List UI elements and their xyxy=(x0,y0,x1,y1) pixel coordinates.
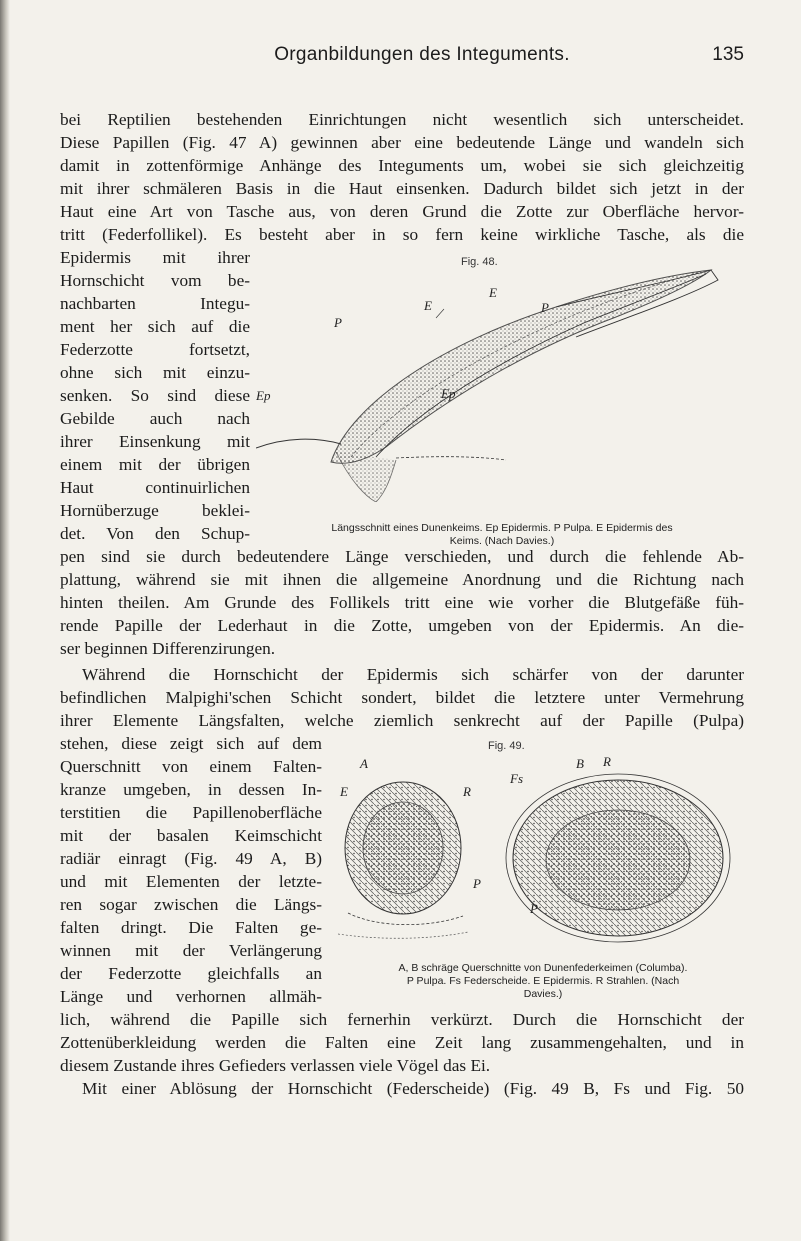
text-line: der Federzotte gleichfalls an xyxy=(60,964,322,983)
text-line: ihrer Elemente Längsfalten, welche ziemlich senkrecht auf der Papille (Pulpa) xyxy=(60,711,744,730)
text-line: Hornschicht vom be- xyxy=(60,271,250,290)
header-title: Organbildungen des Integuments. xyxy=(274,44,570,65)
text-line: stehen, diese zeigt sich auf dem xyxy=(60,734,322,753)
fig49-letter-A: A xyxy=(360,756,368,771)
text-line: Haut continuirlichen xyxy=(60,478,250,497)
text-line: Zottenüberkleidung werden die Falten eine Zeit lang zusammengehalten, und in xyxy=(60,1033,744,1052)
text-line: det. Von den Schup- xyxy=(60,524,250,543)
text-line: mit der basalen Keimschicht xyxy=(60,826,322,845)
fig48-letter-P: P xyxy=(541,300,549,315)
fig49-letter-B: B xyxy=(576,756,584,771)
text-line: ser beginnen Differenzirungen. xyxy=(60,639,276,658)
text-line: mit ihrer schmäleren Basis in die Haut einsenken. Dadurch bildet sich jetzt in der xyxy=(60,179,744,198)
text-line: befindlichen Malpighi'schen Schicht sondert, bildet die letztere unter Vermehrung xyxy=(60,688,744,707)
text-line: winnen mit der Verlängerung xyxy=(60,941,322,960)
text-line: Länge und verhornen allmäh- xyxy=(60,987,322,1006)
text-line: Federzotte fortsetzt, xyxy=(60,340,250,359)
text-line: Gebilde auch nach xyxy=(60,409,250,428)
text-line: senken. So sind diese xyxy=(60,386,250,405)
text-line: ihrer Einsenkung mit xyxy=(60,432,250,451)
text-line: ment her sich auf die xyxy=(60,317,250,336)
fig49-letter-R: R xyxy=(463,784,471,799)
text-line: rende Papille der Lederhaut in die Zotte, umgeben von der Epidermis. An die- xyxy=(60,616,744,635)
figure-48 xyxy=(256,252,748,552)
fig49-letter-P: P xyxy=(530,901,538,916)
fig48-letter-P: P xyxy=(334,315,342,330)
text-line: plattung, während sie mit ihnen die allgemeine Anordnung und die Richtung nach xyxy=(60,570,744,589)
text-line: Diese Papillen (Fig. 47 A) gewinnen aber eine bedeutende Länge und wandeln sich xyxy=(60,133,744,152)
text-line: Während die Hornschicht der Epidermis sich schärfer von der darunter xyxy=(82,665,744,684)
text-line: terstitien die Papillenoberfläche xyxy=(60,803,322,822)
text-line: kranze umgeben, in dessen In- xyxy=(60,780,322,799)
caption-line: Keims. (Nach Davies.) xyxy=(449,535,555,547)
text-line: nachbarten Integu- xyxy=(60,294,250,313)
figure-49 xyxy=(338,738,748,1008)
running-header xyxy=(100,44,744,74)
fig48-letter-Ep: Ep xyxy=(256,388,271,403)
text-line: ohne sich mit einzu- xyxy=(60,363,250,382)
figure-48-drawing xyxy=(256,252,748,502)
fig48-letter-Ep: Ep xyxy=(441,386,456,401)
fig49-letter-E: E xyxy=(340,784,348,799)
fig49-letter-Fs: Fs xyxy=(510,771,523,786)
fig49-letter-P: P xyxy=(473,876,481,891)
text-line: falten dringt. Die Falten ge- xyxy=(60,918,322,937)
text-line: hinten theilen. Am Grunde des Follikels tritt eine wie vorher die Blutgefäße füh- xyxy=(60,593,744,612)
caption-line: Längsschnitt eines Dunenkeims. Ep Epidermis. P Pulpa. E Epidermis des xyxy=(331,522,673,534)
text-line: damit in zottenförmige Anhänge des Integuments um, wobei sie sich gleichzeitig xyxy=(60,156,744,175)
text-line: ren sogar zwischen die Längs- xyxy=(60,895,322,914)
figure-48-caption xyxy=(256,522,748,548)
text-line: radiär einragt (Fig. 49 A, B) xyxy=(60,849,322,868)
fig48-letter-E: E xyxy=(489,285,497,300)
text-line: Epidermis mit ihrer xyxy=(60,248,250,267)
text-line: einem mit der übrigen xyxy=(60,455,250,474)
caption-line: A, B schräge Querschnitte von Dunenfederkeimen (Columba). xyxy=(398,962,688,974)
text-line: bei Reptilien bestehenden Einrichtungen nicht wesentlich sich unterscheidet. xyxy=(60,110,744,129)
text-line: Hornüberzuge beklei- xyxy=(60,501,250,520)
page-number: 135 xyxy=(712,44,744,65)
page-edge-shadow xyxy=(0,0,10,1241)
text-line: diesem Zustande ihres Gefieders verlassen viele Vögel das Ei. xyxy=(60,1056,491,1075)
text-line: Querschnitt von einem Falten- xyxy=(60,757,322,776)
text-line: und mit Elementen der letzte- xyxy=(60,872,322,891)
text-line: tritt (Federfollikel). Es besteht aber in so fern keine wirkliche Tasche, als die xyxy=(60,225,744,244)
figure-49-caption xyxy=(338,962,748,1001)
caption-line: P Pulpa. Fs Federscheide. E Epidermis. R Strahlen. (Nach xyxy=(406,975,680,987)
figure-48-label: Fig. 48. xyxy=(461,256,498,268)
caption-line: Davies.) xyxy=(523,988,563,1000)
text-line: Mit einer Ablösung der Hornschicht (Federscheide) (Fig. 49 B, Fs und Fig. 50 xyxy=(82,1079,744,1098)
text-line: Haut eine Art von Tasche aus, von deren Grund die Zotte zur Oberfläche hervor- xyxy=(60,202,744,221)
fig49-letter-R: R xyxy=(603,754,611,769)
fig48-letter-E: E xyxy=(424,298,432,313)
text-line: lich, während die Papille sich fernerhin verkürzt. Durch die Hornschicht der xyxy=(60,1010,744,1029)
figure-49-drawing xyxy=(338,738,748,946)
figure-49-label: Fig. 49. xyxy=(488,740,525,752)
text-line: pen sind sie durch bedeutendere Länge verschieden, und durch die fehlende Ab- xyxy=(60,547,744,566)
